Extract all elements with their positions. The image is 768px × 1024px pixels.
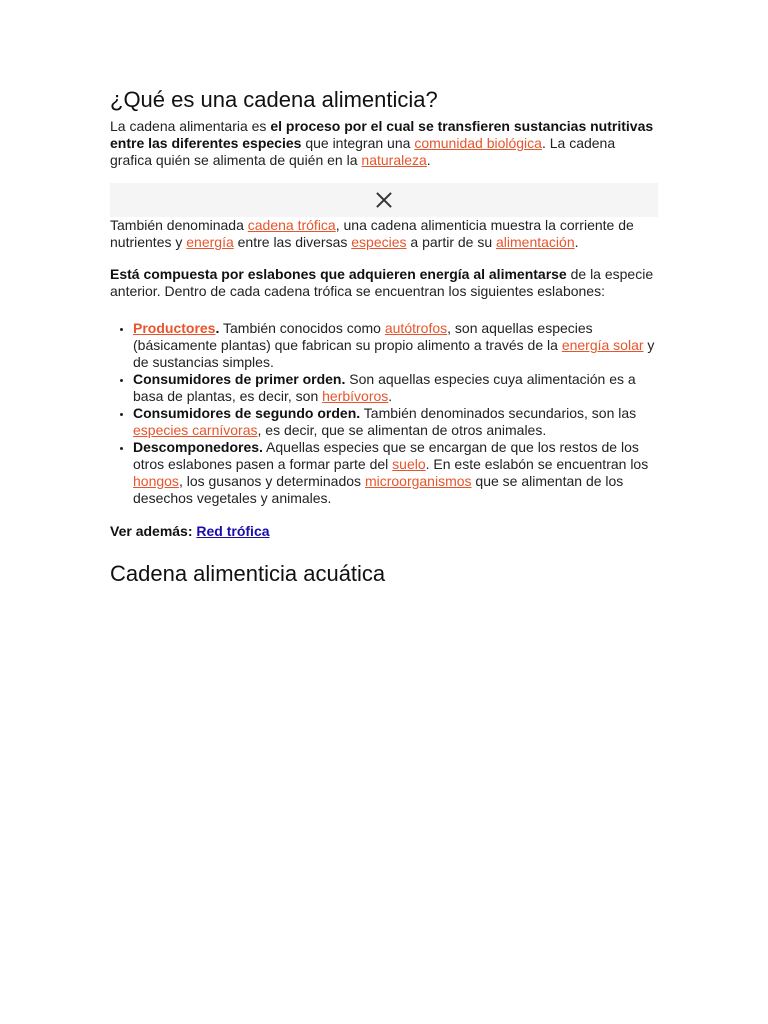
section-heading: Cadena alimenticia acuática: [110, 561, 386, 586]
paragraph-eslabones: [110, 266, 660, 300]
intro-paragraph: [110, 118, 660, 169]
link-herbivoros[interactable]: herbívoros: [322, 388, 389, 404]
list-text: También conocidos como: [219, 320, 385, 336]
list-text: .: [388, 388, 393, 404]
list-text: Son aquellas especies cuya alimentación es a basa de plantas, es decir, son: [133, 371, 636, 404]
link-especies-carnivoras[interactable]: especies carnívoras: [133, 422, 258, 438]
link-autotrofos[interactable]: autótrofos: [384, 320, 448, 336]
link-comunidad-biologica[interactable]: comunidad biológica: [414, 135, 542, 151]
para-text: de la especie anterior. Dentro de cada cadena trófica se encuentran los siguientes eslabones:: [110, 266, 654, 299]
eslabones-list: [110, 320, 660, 507]
intro-text: La cadena alimentaria es: [110, 118, 271, 134]
article-content: [110, 86, 660, 588]
ad-placeholder: [110, 183, 658, 217]
intro-text: que integran una: [301, 135, 415, 151]
link-suelo[interactable]: suelo: [392, 456, 426, 472]
intro-bold: el proceso por el cual se transfieren sustancias nutritivas entre las diferentes especies: [110, 118, 654, 151]
list-item-productores: [133, 320, 660, 371]
link-hongos[interactable]: hongos: [133, 473, 179, 489]
link-productores[interactable]: Productores: [133, 320, 216, 336]
link-naturaleza[interactable]: naturaleza: [361, 152, 427, 168]
list-text: , es decir, que se alimentan de otros animales.: [257, 422, 547, 438]
paragraph-cadena-trofica: [110, 217, 660, 251]
list-text: , los gusanos y determinados: [178, 473, 365, 489]
intro-text: . La cadena grafica quién se alimenta de quién en la: [110, 135, 616, 168]
list-text: . En este eslabón se encuentran los: [425, 456, 649, 472]
para-text: a partir de su: [406, 234, 497, 250]
list-item-consumidores-primer-orden: [133, 371, 660, 405]
link-energia-solar[interactable]: energía solar: [561, 337, 644, 353]
list-text: Aquellas especies que se encargan de que los restos de los otros eslabones pasen a formar parte del: [133, 439, 639, 472]
link-red-trofica[interactable]: Red trófica: [196, 523, 270, 539]
para-text: , una cadena alimenticia muestra la corriente de nutrientes y: [110, 217, 634, 250]
see-also-label: Ver además:: [110, 523, 197, 539]
para-text: entre las diversas: [233, 234, 352, 250]
page-title: ¿Qué es una cadena alimenticia?: [110, 87, 438, 112]
list-text: que se alimentan de los desechos vegetales y animales.: [133, 473, 624, 506]
para-bold: Está compuesta por eslabones que adquieren energía al alimentarse: [110, 266, 567, 282]
link-energia[interactable]: energía: [186, 234, 234, 250]
list-bold: Descomponedores.: [133, 439, 263, 455]
list-item-descomponedores: [133, 439, 660, 507]
list-bold: .: [215, 320, 220, 336]
link-especies[interactable]: especies: [351, 234, 407, 250]
para-text: También denominada: [110, 217, 248, 233]
link-microorganismos[interactable]: microorganismos: [364, 473, 472, 489]
intro-text: .: [426, 152, 431, 168]
list-item-consumidores-segundo-orden: [133, 405, 660, 439]
link-cadena-trofica[interactable]: cadena trófica: [247, 217, 336, 233]
list-text: , son aquellas especies (básicamente plantas) que fabrican su propio alimento a través de la: [133, 320, 593, 353]
see-also: [110, 523, 660, 540]
link-alimentacion[interactable]: alimentación: [496, 234, 575, 250]
list-bold: Consumidores de primer orden.: [133, 371, 346, 387]
para-text: .: [574, 234, 579, 250]
list-bold: Consumidores de segundo orden.: [133, 405, 361, 421]
list-text: y de sustancias simples.: [133, 337, 655, 370]
list-text: También denominados secundarios, son las: [360, 405, 637, 421]
close-icon[interactable]: [375, 191, 393, 209]
